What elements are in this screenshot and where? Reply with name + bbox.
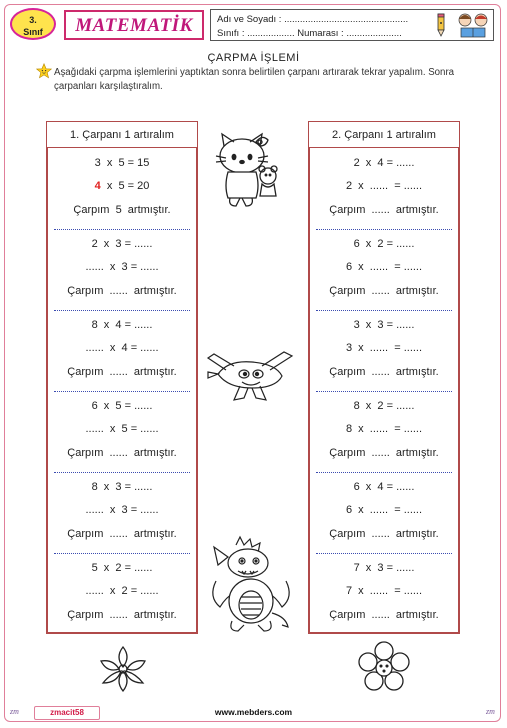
exercise-block (310, 229, 458, 311)
left-exercise-column (46, 121, 198, 634)
author-tag: zmacit58 (34, 706, 100, 720)
problem-line[interactable]: 8 x 2 = ...... (353, 400, 415, 412)
exercise-block (310, 310, 458, 392)
answer-line[interactable]: 3 x ...... = ...... (345, 342, 423, 354)
exercise-block (310, 553, 458, 635)
problem-line[interactable]: 3 x 3 = ...... (353, 319, 415, 331)
result-line[interactable]: Çarpım ...... artmıştır. (67, 447, 177, 459)
problem-line: 8 x 3 = ...... (91, 481, 153, 493)
answer-line[interactable]: 6 x ...... = ...... (345, 504, 423, 516)
grade-badge (10, 8, 56, 40)
problem-line[interactable]: 6 x 4 = ...... (353, 481, 415, 493)
answer-line[interactable]: 6 x ...... = ...... (345, 261, 423, 273)
website-link[interactable]: www.mebders.com (214, 707, 293, 717)
answer-line[interactable]: ...... x 5 = ...... (85, 423, 159, 435)
kids-reading-icon (455, 11, 491, 39)
problem-line: 5 x 2 = ...... (91, 562, 153, 574)
result-line[interactable]: Çarpım ...... artmıştır. (329, 447, 439, 459)
corner-mark-right: zm (486, 707, 495, 716)
problem-line[interactable]: 7 x 3 = ...... (353, 562, 415, 574)
dragon-character-illustration (206, 535, 296, 635)
section-title: ÇARPMA İŞLEMİ (207, 52, 300, 64)
answer-line[interactable]: ...... x 4 = ...... (85, 342, 159, 354)
exercise-block (310, 472, 458, 554)
flower-ornament-right (356, 640, 412, 696)
student-info-box (210, 9, 494, 41)
instruction-text: Aşağıdaki çarpma işlemlerini yaptıktan sonra belirtilen çarpanı artırarak tekrar yapalım. Sonra çarpanları karşılaştıralım. (54, 67, 455, 92)
exercise-block (48, 391, 196, 473)
answer-line[interactable]: 8 x ...... = ...... (345, 423, 423, 435)
exercise-block (310, 391, 458, 473)
name-field[interactable]: Adı ve Soyadı : ............................................... (217, 14, 409, 25)
corner-mark-left: zm (10, 707, 19, 716)
result-line[interactable]: Çarpım ...... artmıştır. (329, 285, 439, 297)
result-line[interactable]: Çarpım ...... artmıştır. (67, 528, 177, 540)
result-line[interactable]: Çarpım ...... artmıştır. (329, 528, 439, 540)
exercise-block (48, 553, 196, 635)
answer-line[interactable]: 7 x ...... = ...... (345, 585, 423, 597)
subject-title: MATEMATİK (75, 15, 193, 36)
result-line[interactable]: Çarpım ...... artmıştır. (67, 609, 177, 621)
pencil-icon (432, 12, 450, 38)
problem-line: 6 x 5 = ...... (91, 400, 153, 412)
right-column-header: 2. Çarpanı 1 artıralım (308, 121, 460, 147)
right-column-body (308, 147, 460, 634)
result-line[interactable]: Çarpım ...... artmıştır. (67, 285, 177, 297)
right-exercise-column (308, 121, 460, 634)
grade-number: 3. (29, 15, 37, 25)
problem-line[interactable]: 2 x 4 = ...... (353, 157, 415, 169)
result-line: Çarpım 5 artmıştır. (73, 204, 171, 216)
result-line[interactable]: Çarpım ...... artmıştır. (329, 204, 439, 216)
cat-character-illustration (212, 130, 288, 210)
answer-line (48, 180, 196, 192)
star-icon (36, 63, 52, 79)
exercise-block (48, 148, 196, 230)
flower-ornament-left (98, 643, 148, 695)
exercise-block (48, 472, 196, 554)
left-column-body (46, 147, 198, 634)
result-line[interactable]: Çarpım ...... artmıştır. (329, 366, 439, 378)
answer-line[interactable]: ...... x 2 = ...... (85, 585, 159, 597)
answer-line[interactable]: 2 x ...... = ...... (345, 180, 423, 192)
problem-line: 3 x 5 = 15 (94, 157, 150, 169)
class-number-field[interactable]: Sınıfı : .................. Numarası : ..................... (217, 28, 402, 39)
problem-line: 2 x 3 = ...... (91, 238, 153, 250)
airplane-character-illustration (204, 344, 296, 406)
problem-line: 8 x 4 = ...... (91, 319, 153, 331)
exercise-block (48, 229, 196, 311)
exercise-block (48, 310, 196, 392)
grade-label: Sınıf (23, 27, 43, 37)
left-column-header: 1. Çarpanı 1 artıralım (46, 121, 198, 147)
problem-line[interactable]: 6 x 2 = ...... (353, 238, 415, 250)
result-line[interactable]: Çarpım ...... artmıştır. (67, 366, 177, 378)
increased-factor: 4 (94, 180, 101, 192)
subject-title-box (64, 10, 204, 40)
answer-line[interactable]: ...... x 3 = ...... (85, 261, 159, 273)
answer-rest: x 5 = 20 (100, 180, 150, 192)
result-line[interactable]: Çarpım ...... artmıştır. (329, 609, 439, 621)
exercise-block (310, 148, 458, 230)
answer-line[interactable]: ...... x 3 = ...... (85, 504, 159, 516)
